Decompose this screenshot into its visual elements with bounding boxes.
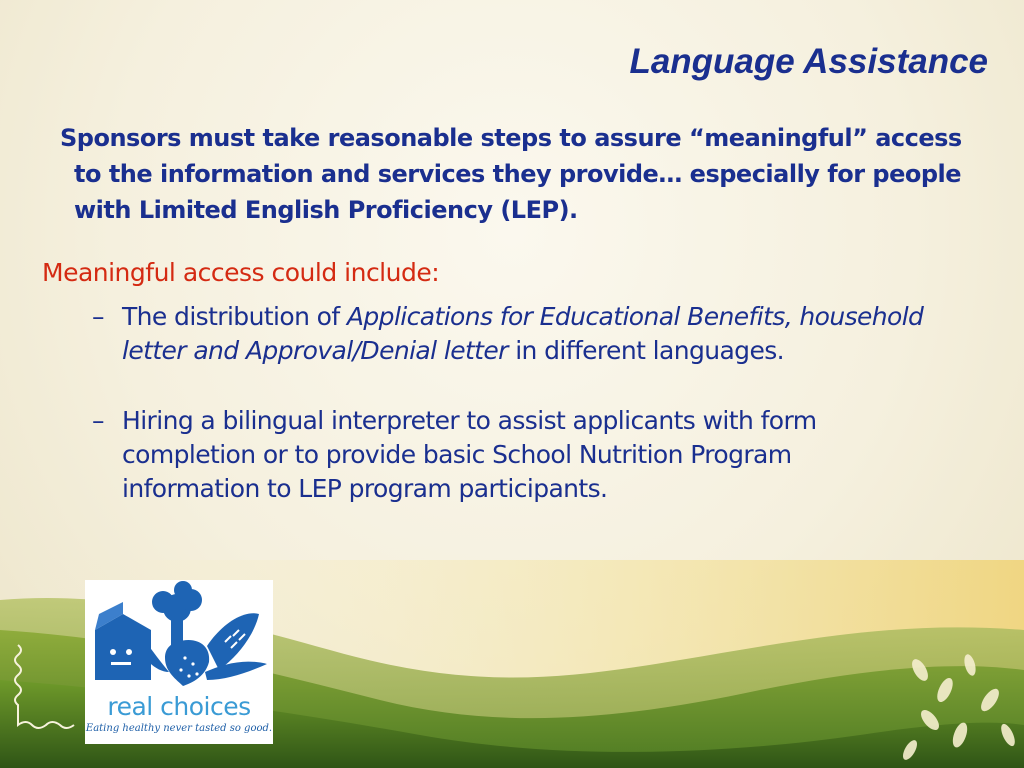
bullet-dash: – (92, 406, 104, 435)
logo-tagline: Eating healthy never tasted so good. (85, 723, 273, 734)
bullet-item-distribution (92, 300, 932, 368)
bullet-text-tail: in different languages. (507, 336, 784, 365)
bullet-text: Hiring a bilingual interpreter to assist applicants with form completion or to provide basic School Nutrition Program information to LEP program participants. (122, 406, 817, 503)
bullet-list (92, 300, 932, 542)
produce-icon (85, 580, 273, 692)
bullet-dash: – (92, 302, 104, 331)
squiggle-decoration (10, 640, 80, 730)
real-choices-logo (85, 580, 273, 744)
bullet-text: The distribution of (122, 302, 347, 331)
bullet-item-interpreter (92, 404, 932, 506)
logo-name: real choices (107, 692, 251, 721)
intro-paragraph: Sponsors must take reasonable steps to assure “meaningful” access to the information and services they provide… especially for people with Limited English Proficiency (LEP). (60, 124, 962, 224)
bullet-italic-text: Applications for Educational Benefits, household letter and Approval/Denial letter (122, 302, 924, 365)
leaf-decoration (890, 640, 1024, 768)
slide-title: Language Assistance (629, 42, 988, 81)
section-heading: Meaningful access could include: (42, 258, 440, 287)
